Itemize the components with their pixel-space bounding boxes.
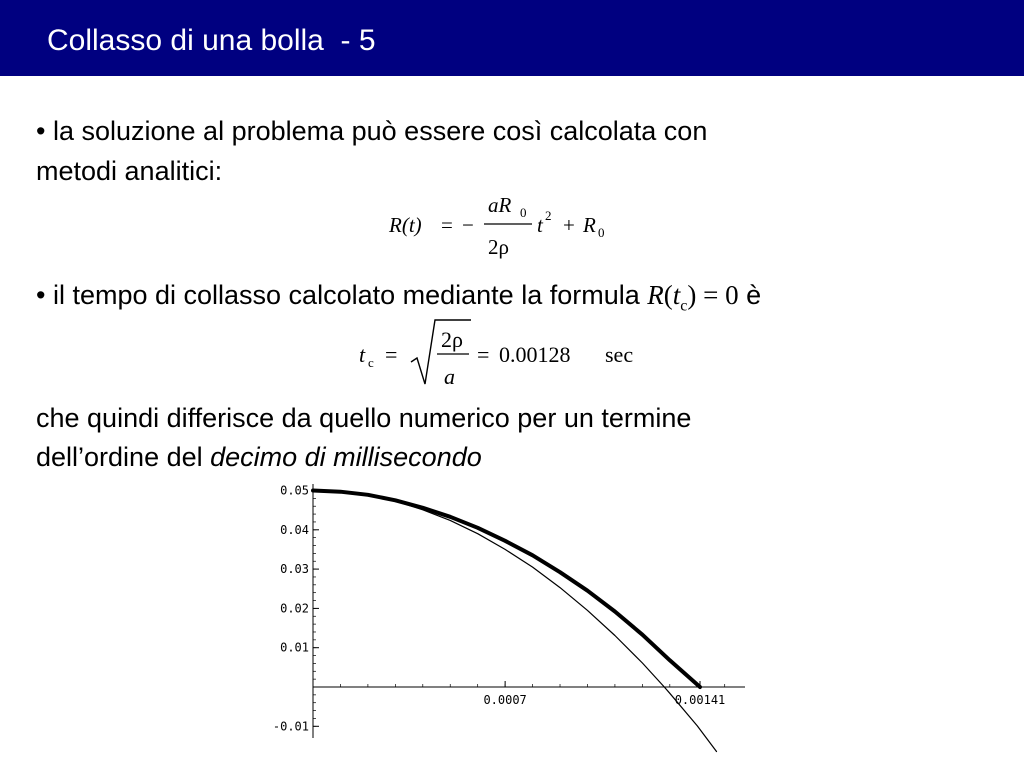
y-tick-label-2: 0.03: [280, 562, 309, 577]
y-tick-label-5: -0.01: [272, 719, 309, 734]
formula2-unit: sec: [605, 342, 634, 367]
formula1-num-sub: 0: [520, 205, 527, 220]
bullet-1-line-1: • la soluzione al problema può essere così calcolata con: [36, 116, 708, 146]
y-tick-label-1: 0.04: [280, 522, 309, 537]
x-tick-label-1: 0.00141: [674, 693, 726, 707]
formula2-num: 2ρ: [441, 327, 463, 352]
slide-title: Collasso di una bolla - 5: [47, 24, 376, 57]
x-tick-label-0: 0.0007: [483, 693, 527, 707]
formula-collapse-time: [355, 314, 665, 394]
formula2-eq1: =: [385, 342, 398, 367]
formula-radius-equation: [385, 192, 625, 264]
formula1-num: aR: [488, 193, 512, 217]
y-tick-label-3: 0.02: [280, 601, 309, 616]
formula2-den: a: [444, 364, 455, 389]
bullet-2-end: è: [746, 280, 762, 310]
formula2-eq2: =: [477, 342, 490, 367]
formula1-lhs: R(t): [389, 213, 422, 237]
bullet-1-line-2: metodi analitici:: [36, 156, 223, 186]
formula1-eq: =: [441, 213, 453, 237]
formula2-sub: c: [368, 355, 374, 370]
inline-formula-collapse-condition: $R(t_c) = 0$: [647, 280, 739, 315]
formula1-minus: −: [462, 213, 474, 237]
formula1-den: 2ρ: [488, 235, 509, 259]
formula1-R0-sub: 0: [598, 225, 605, 240]
y-tick-label-0: 0.05: [280, 483, 309, 498]
formula2-t: t: [359, 342, 366, 367]
y-tick-label-4: 0.01: [280, 640, 309, 655]
radius-vs-time-plot: [250, 476, 750, 768]
paragraph-line-1: che quindi differisce da quello numerico per un termine: [36, 403, 692, 433]
formula1-t-exp: 2: [545, 208, 552, 223]
formula2-value: 0.00128: [499, 342, 571, 367]
bullet-2-text: • il tempo di collasso calcolato mediante la formula: [36, 280, 640, 310]
formula1-t: t: [537, 213, 543, 237]
emphasis-decimo-di-millisecondo: decimo di millisecondo: [210, 442, 482, 472]
series-line-thick: [313, 491, 700, 688]
formula1-plus: +: [563, 213, 575, 237]
paragraph-line-2: dell’ordine del decimo di millisecondo: [36, 442, 482, 472]
formula1-R0: R: [583, 213, 596, 237]
series-line-thin: [313, 491, 717, 752]
